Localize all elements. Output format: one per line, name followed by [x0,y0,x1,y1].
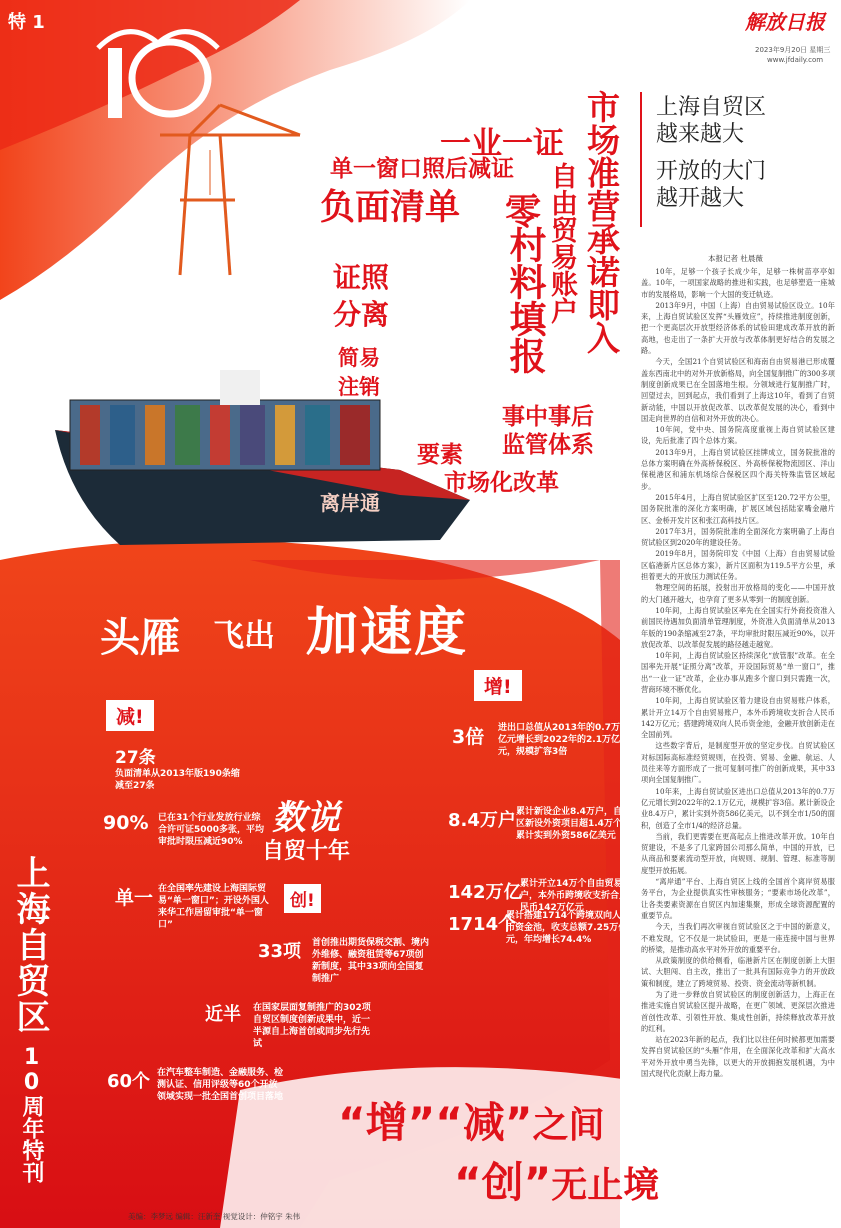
keyword-jianguan-tixi: 监管体系 [502,432,594,458]
main-title-part1: 头雁 [100,615,180,661]
keyword-jianyi: 简易 [338,346,380,370]
side-title-small: 10周年特刊 [19,1045,44,1183]
article-paragraph: “离岸通”平台、上海自贸区上线的全国首个离岸贸易服务平台，为企业提供真实性审核服务；“要素市场化改革”，让各类要素资源在自贸区内加速集聚，形成全球资源配置的重要节点。 [641,877,835,920]
keyword-fenli: 分离 [333,298,390,331]
center-subtitle: 自贸十年 [262,839,351,864]
article-paragraph: 物理空间的拓展，投射出开放格局的变化——中国开放的大门越开越大，也孕育了更多从零到一的制度创新。 [641,583,835,604]
article-paragraph: 10年间，上海自贸试验区率先在全国实行外商投资准入前国民待遇加负面清单管理制度，外资准入负面清单从2013年版的190条缩减至27条，平均审批时限压减近90%，以开放促改革、以改革促发展的路径越走越宽。 [641,605,835,649]
keyword-lianan-tong: 离岸通 [320,491,380,515]
headline-line1: 上海自贸区 [656,95,767,120]
keyword-yaosu: 要素 [417,442,463,468]
slogan-line2 [454,1150,659,1210]
article-paragraph: 这些数字背后，是制度型开放的坚定步伐。自贸试验区对标国际高标准经贸规则，在投资、贸易、金融、航运、人员往来等方面形成了一批可复制可推广的创新成果，其中33项向全国复制推广。 [641,741,835,785]
website: www.jfdaily.com [767,56,824,64]
jian-stat-number: 单一 [115,887,154,909]
keyword-yiye-yizheng: 一业一证 [440,126,564,162]
article-paragraph: 今天，当我们再次审视自贸试验区之于中国的新意义，不难发现，它不仅是一块试验田，更是一座连接中国与世界的桥梁，是推动高水平对外开放的重要平台。 [641,922,835,954]
zeng-stat-number: 3倍 [452,726,485,748]
keyword-shizhong-shihou: 事中事后 [502,404,594,430]
side-title-big: 上海自贸区 [10,855,50,1035]
zeng-stat-1 [452,722,632,757]
chuang-stat-desc: 在汽车整车制造、金融服务、检测认证、信用评级等60个开放领域实现一批全国首创项目落地 [157,1068,284,1102]
main-title [100,590,620,663]
chuang-stat-1 [258,937,458,984]
chuang-stat-2 [205,1000,405,1049]
headline-rule [640,92,642,227]
keyword-ziyou-maoyi-zhanghu: 自由贸易账户 [546,162,577,324]
issue-date: 2023年9月20日 星期三 [755,46,831,54]
byline: 本报记者 杜晨薇 [708,254,763,263]
article-paragraph: 站在2023年新的起点，我们比以往任何时候都更加需要发挥自贸试验区的“头雁”作用，在全面深化改革和扩大高水平对外开放中勇当先锋，以更大的开放拥抱发展机遇，为中国式现代化贡献上海力量。 [641,1035,835,1079]
article-paragraph: 为了进一步释放自贸试验区的制度创新活力，上海正在推进实施自贸试验区提升战略，在更广领域、更深层次推进首创性改革、引领性开放、集成性创新，持续释放改革开放的红利。 [641,990,835,1033]
headline [656,94,766,212]
jian-stat-desc: 已在31个行业发放行业综合许可证5000多张，平均审批时限压减近90% [158,813,265,847]
jian-stat-desc: 负面清单从2013年版190条缩减至27条 [115,769,240,791]
headline-line3: 开放的大门 [656,159,767,184]
zeng-stat-2 [448,806,638,841]
zeng-stat-number: 142万亿 [448,882,522,903]
article-body [641,266,835,1101]
keyword-cailiao-tianbao: 村料填报 [503,226,546,374]
keyword-zhengzhao: 证照 [333,261,390,294]
chuang-stat-desc: 首创推出期货保税交割、境内外维修、融资租赁等67项创新制度，其中33项向全国复制推广 [312,938,430,984]
jian-stat-1 [115,743,265,792]
keyword-shichanghua-gaige: 市场化改革 [444,470,559,496]
keyword-ling: 零 [505,192,542,233]
slogan-wuzhijing: 无止境 [551,1165,660,1206]
zeng-stat-number: 8.4万户 [448,810,516,831]
slogan-line1 [338,1090,604,1150]
container-ship-illustration [55,370,470,545]
chuang-stat-number: 33项 [258,941,302,962]
keyword-zhuxiao: 注销 [338,375,380,399]
keyword-danyi-chuangkou: 单一窗口照后减证 [330,156,514,182]
masthead: 解放日报 [745,10,825,34]
article-paragraph: 10年间，上海自贸试验区持续深化“放管服”改革。在全国率先开展“证照分离”改革，开设国际贸易“单一窗口”，推出“一业一证”改革，企业办事从跑多个窗口到只需跑一次，营商环境不断优化。 [641,651,835,694]
center-title: 数说 [272,798,340,838]
chuang-stat-3 [107,1067,307,1102]
jian-stat-number: 27条 [115,748,156,768]
article-paragraph: 10年间，党中央、国务院高度重视上海自贸试验区建设，先后批准了四个总体方案。 [641,425,835,446]
zeng-stat-desc: 累计新设企业8.4万户，自贸区新设外资项目超1.4万个，累计实到外资586亿美元 [516,807,631,841]
jian-stat-2 [103,812,265,847]
anniversary-logo [88,8,228,118]
tag-chuang: 创! [284,884,321,913]
zeng-stat-4 [448,910,638,945]
zeng-stat-3 [448,878,638,913]
tag-zeng: 增! [474,670,522,701]
jian-stat-number: 90% [103,812,149,834]
article-paragraph: 2017年3月，国务院批准的全面深化方案明确了上海自贸试验区到2020年的建设任务。 [641,526,835,548]
headline-line2: 越来越大 [656,122,745,147]
page-label: 特 1 [8,12,45,33]
footer-credits: 美编：李梦远 编辑：汪新奎 视觉设计：仲铭宇 朱伟 [128,1212,301,1221]
article-paragraph: 今天，全国21个自贸试验区和海南自由贸易港已形成覆盖东西南北中的对外开放新格局，向全国复制推广的300多项制度创新成果已在全国落地生根。分领域进行复制推广时，回望过去，回到起点，我们看到了上海这10年，看到了自贸新动能，中国以开放促改革、以改革促发展的决心，看到中国走向世界的自信和对外开放的决心。 [641,357,835,423]
jian-stat-3 [115,883,269,930]
main-title-part2: 飞出 [213,618,275,654]
article-paragraph: 10年来，上海自贸试验区进出口总值从2013年的0.7万亿元增长到2022年的2.1万亿元，规模扩容3倍。累计新设企业8.4万户，累计实到外资586亿美元，以不到全市1/50的面积，创造了全市1/4的经济总量。 [641,786,835,830]
zeng-stat-number: 1714个 [448,914,517,935]
zeng-stat-desc: 累计搭建1714个跨境双向人民币资金池，收支总额7.25万亿元，年均增长74.4% [506,911,631,945]
slogan-chuang: “创” [454,1158,552,1207]
article-paragraph: 2015年4月，上海自贸试验区扩区至120.72平方公里，国务院批准的深化方案明确，扩展区域包括陆家嘴金融片区、金桥开发片区和张江高科技片区。 [641,492,835,525]
article-paragraph: 10年，足够一个孩子长成少年，足够一株树苗亭亭如盖。10年，一项国家战略的推进和实践，也足够塑造一座城市的发展格局，影响一个大国的变迁轨迹。 [641,267,835,299]
article-paragraph: 2019年8月，国务院印发《中国（上海）自由贸易试验区临港新片区总体方案》，新片区面积为119.5平方公里，承担着更大的开放压力测试任务。 [641,549,835,582]
article-paragraph: 2013年9月，上海自贸试验区挂牌成立，国务院批准的总体方案明确在外高桥保税区、外高桥保税物流园区、洋山保税港区和浦东机场综合保税区四个海关特殊监管区域起步。 [641,447,835,491]
zeng-stat-desc: 累计开立14万个自由贸易账户，本外币跨境收支折合人民币142万亿元 [520,879,632,913]
article-paragraph: 2013年9月，中国（上海）自由贸易试验区设立。10年来，上海自贸试验区发挥“头雁效应”，持续推进制度创新，把一个更高层次开放型经济体系的试验田建成改革开放的新高地，也走出了一条扩大开放与改革体制更好结合的发展之路。 [641,300,835,356]
article-paragraph: 当前，我们更需要在更高起点上推进改革开放。10年自贸建设，不是多了几家跨国公司那么简单，中国的开放，已从商品和要素流动型开放，向规则、规制、管理、标准等制度型开放拓展。 [641,831,835,875]
tag-jian: 减! [106,700,154,731]
chuang-stat-number: 60个 [107,1071,151,1092]
jian-stat-desc: 在全国率先建设上海国际贸易“单一窗口”；开设外国人来华工作居留审批“单一窗口” [158,884,269,930]
chuang-stat-number: 近半 [205,1004,241,1025]
chuang-stat-desc: 在国家层面复制推广的302项自贸区制度创新成果中，近一半源自上海首创或同步先行先试 [253,1003,371,1049]
article-paragraph: 10年间，上海自贸试验区着力建设自由贸易账户体系，累计开立14万个自由贸易账户，本外币跨境收支折合人民币142万亿元；搭建跨境双向人民币资金池，金融开放创新走在全国前列。 [641,696,835,740]
zeng-stat-desc: 进出口总值从2013年的0.7万亿元增长到2022年的2.1万亿元，规模扩容3倍 [498,723,620,757]
slogan-zeng: “增” [338,1098,436,1147]
headline-line4: 越开越大 [656,186,745,211]
article-paragraph: 从政策制度的供给侧看，临港新片区在制度创新上大胆试、大胆闯、自主改，推出了一批具有国际竞争力的开放政策和制度，建立了跨境贸易、投资、资金流动等新机制。 [641,956,835,988]
slogan-jian: “减” [435,1098,533,1147]
slogan-zhijian: 之间 [532,1105,605,1146]
keyword-shichang-zhunying: 市场准营承诺即入 [582,90,621,354]
keyword-fumian-qingdan: 负面清单 [320,188,461,228]
main-title-part3: 加速度 [306,603,469,663]
